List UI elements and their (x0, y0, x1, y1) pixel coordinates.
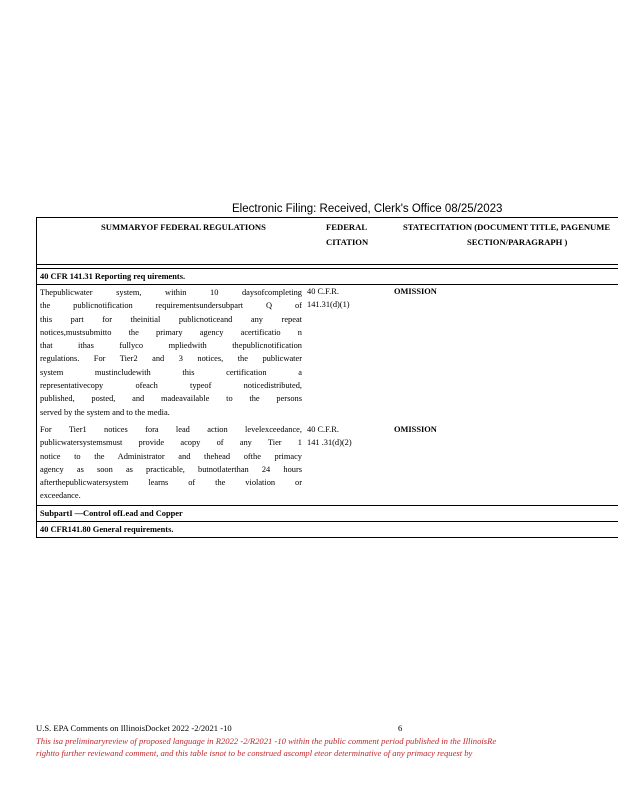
federal-citation-line: 40 C.F.R. (307, 424, 339, 434)
section-heading-141-31: 40 CFR 141.31 Reporting req uirements. (37, 269, 618, 285)
federal-citation-line: 141 .31(d)(2) (307, 438, 352, 448)
summary-cell (37, 286, 302, 419)
table-row (37, 285, 618, 419)
federal-citation-line: 141.31(d)(1) (307, 300, 350, 310)
regulations-table (36, 217, 618, 538)
summary-line: afterthepublicwatersystem learns of the violation or (40, 478, 302, 488)
footer-disclaimer-line1: This isa preliminaryreview of proposed language in R2022 -2/R2021 -10 within the public comment period published in the IllinoisRe (36, 735, 497, 746)
footer-disclaimer-line2: rightto further reviewand comment, and this table isnot to be construed ascompl eteor determinative of any primacy request by (36, 748, 473, 758)
summary-line: representativecopy ofeach typeof noticedistributed, (40, 381, 302, 391)
summary-line: agency as soon as practicable, butnotlaterthan 24 hours (40, 464, 302, 474)
summary-line: published, posted, and madeavailable to the persons (40, 394, 302, 404)
section-heading-subpart-i: SubpartI —Control ofLead and Copper (37, 506, 618, 522)
header-summary: SUMMARYOF FEDERAL REGULATIONS (101, 222, 266, 232)
summary-line: publicwatersystemsmust provide acopy of any Tier 1 (40, 438, 302, 448)
header-state-line2: SECTION/PARAGRAPH ) (467, 237, 568, 247)
section-heading-141-80: 40 CFR141.80 General requirements. (37, 522, 618, 538)
summary-line: served by the system and to the media. (40, 407, 170, 417)
summary-line: notices,mustsubmitto the primary agency acertificatio n (40, 327, 302, 337)
summary-line: notice to the Administrator and thehead ofthe primacy (40, 451, 302, 461)
header-federal-line2: CITATION (326, 237, 369, 247)
header-state-line1: STATECITATION (DOCUMENT TITLE, PAGENUME (403, 222, 611, 232)
summary-line: Thepublicwater system, within 10 daysofcompleting (40, 288, 302, 297)
federal-citation-line: 40 C.F.R. (307, 287, 339, 296)
summary-line: that ithas fullyco mpliedwith thepublicnotification (40, 341, 302, 351)
summary-line: this part for theinitial publicnoticeand any repeat (40, 314, 302, 324)
summary-line: the publicnotification requirementsundersubpart Q of (40, 301, 302, 311)
page-footer (36, 722, 616, 760)
summary-line: system mustincludewith this certification a (40, 367, 302, 377)
summary-line: exceedance. (40, 491, 81, 501)
federal-citation-cell (307, 423, 377, 450)
summary-line: regulations. For Tier2 and 3 notices, the publicwater (40, 354, 302, 364)
summary-cell (37, 423, 302, 503)
electronic-filing-stamp: Electronic Filing: Received, Clerk's Office 08/25/2023 (232, 203, 503, 215)
header-federal-line1: FEDERAL (326, 222, 368, 232)
page-number: 6 (398, 723, 403, 733)
summary-line: For Tier1 notices fora lead action levelexceedance, (40, 424, 302, 434)
state-citation-cell: OMISSION (394, 287, 437, 296)
state-citation-cell: OMISSION (394, 424, 437, 434)
federal-citation-cell (307, 285, 377, 312)
table-row (37, 419, 618, 506)
footer-docket-line: U.S. EPA Comments on IllinoisDocket 2022 -2/2021 -10 (36, 723, 232, 733)
table-header (37, 218, 618, 265)
